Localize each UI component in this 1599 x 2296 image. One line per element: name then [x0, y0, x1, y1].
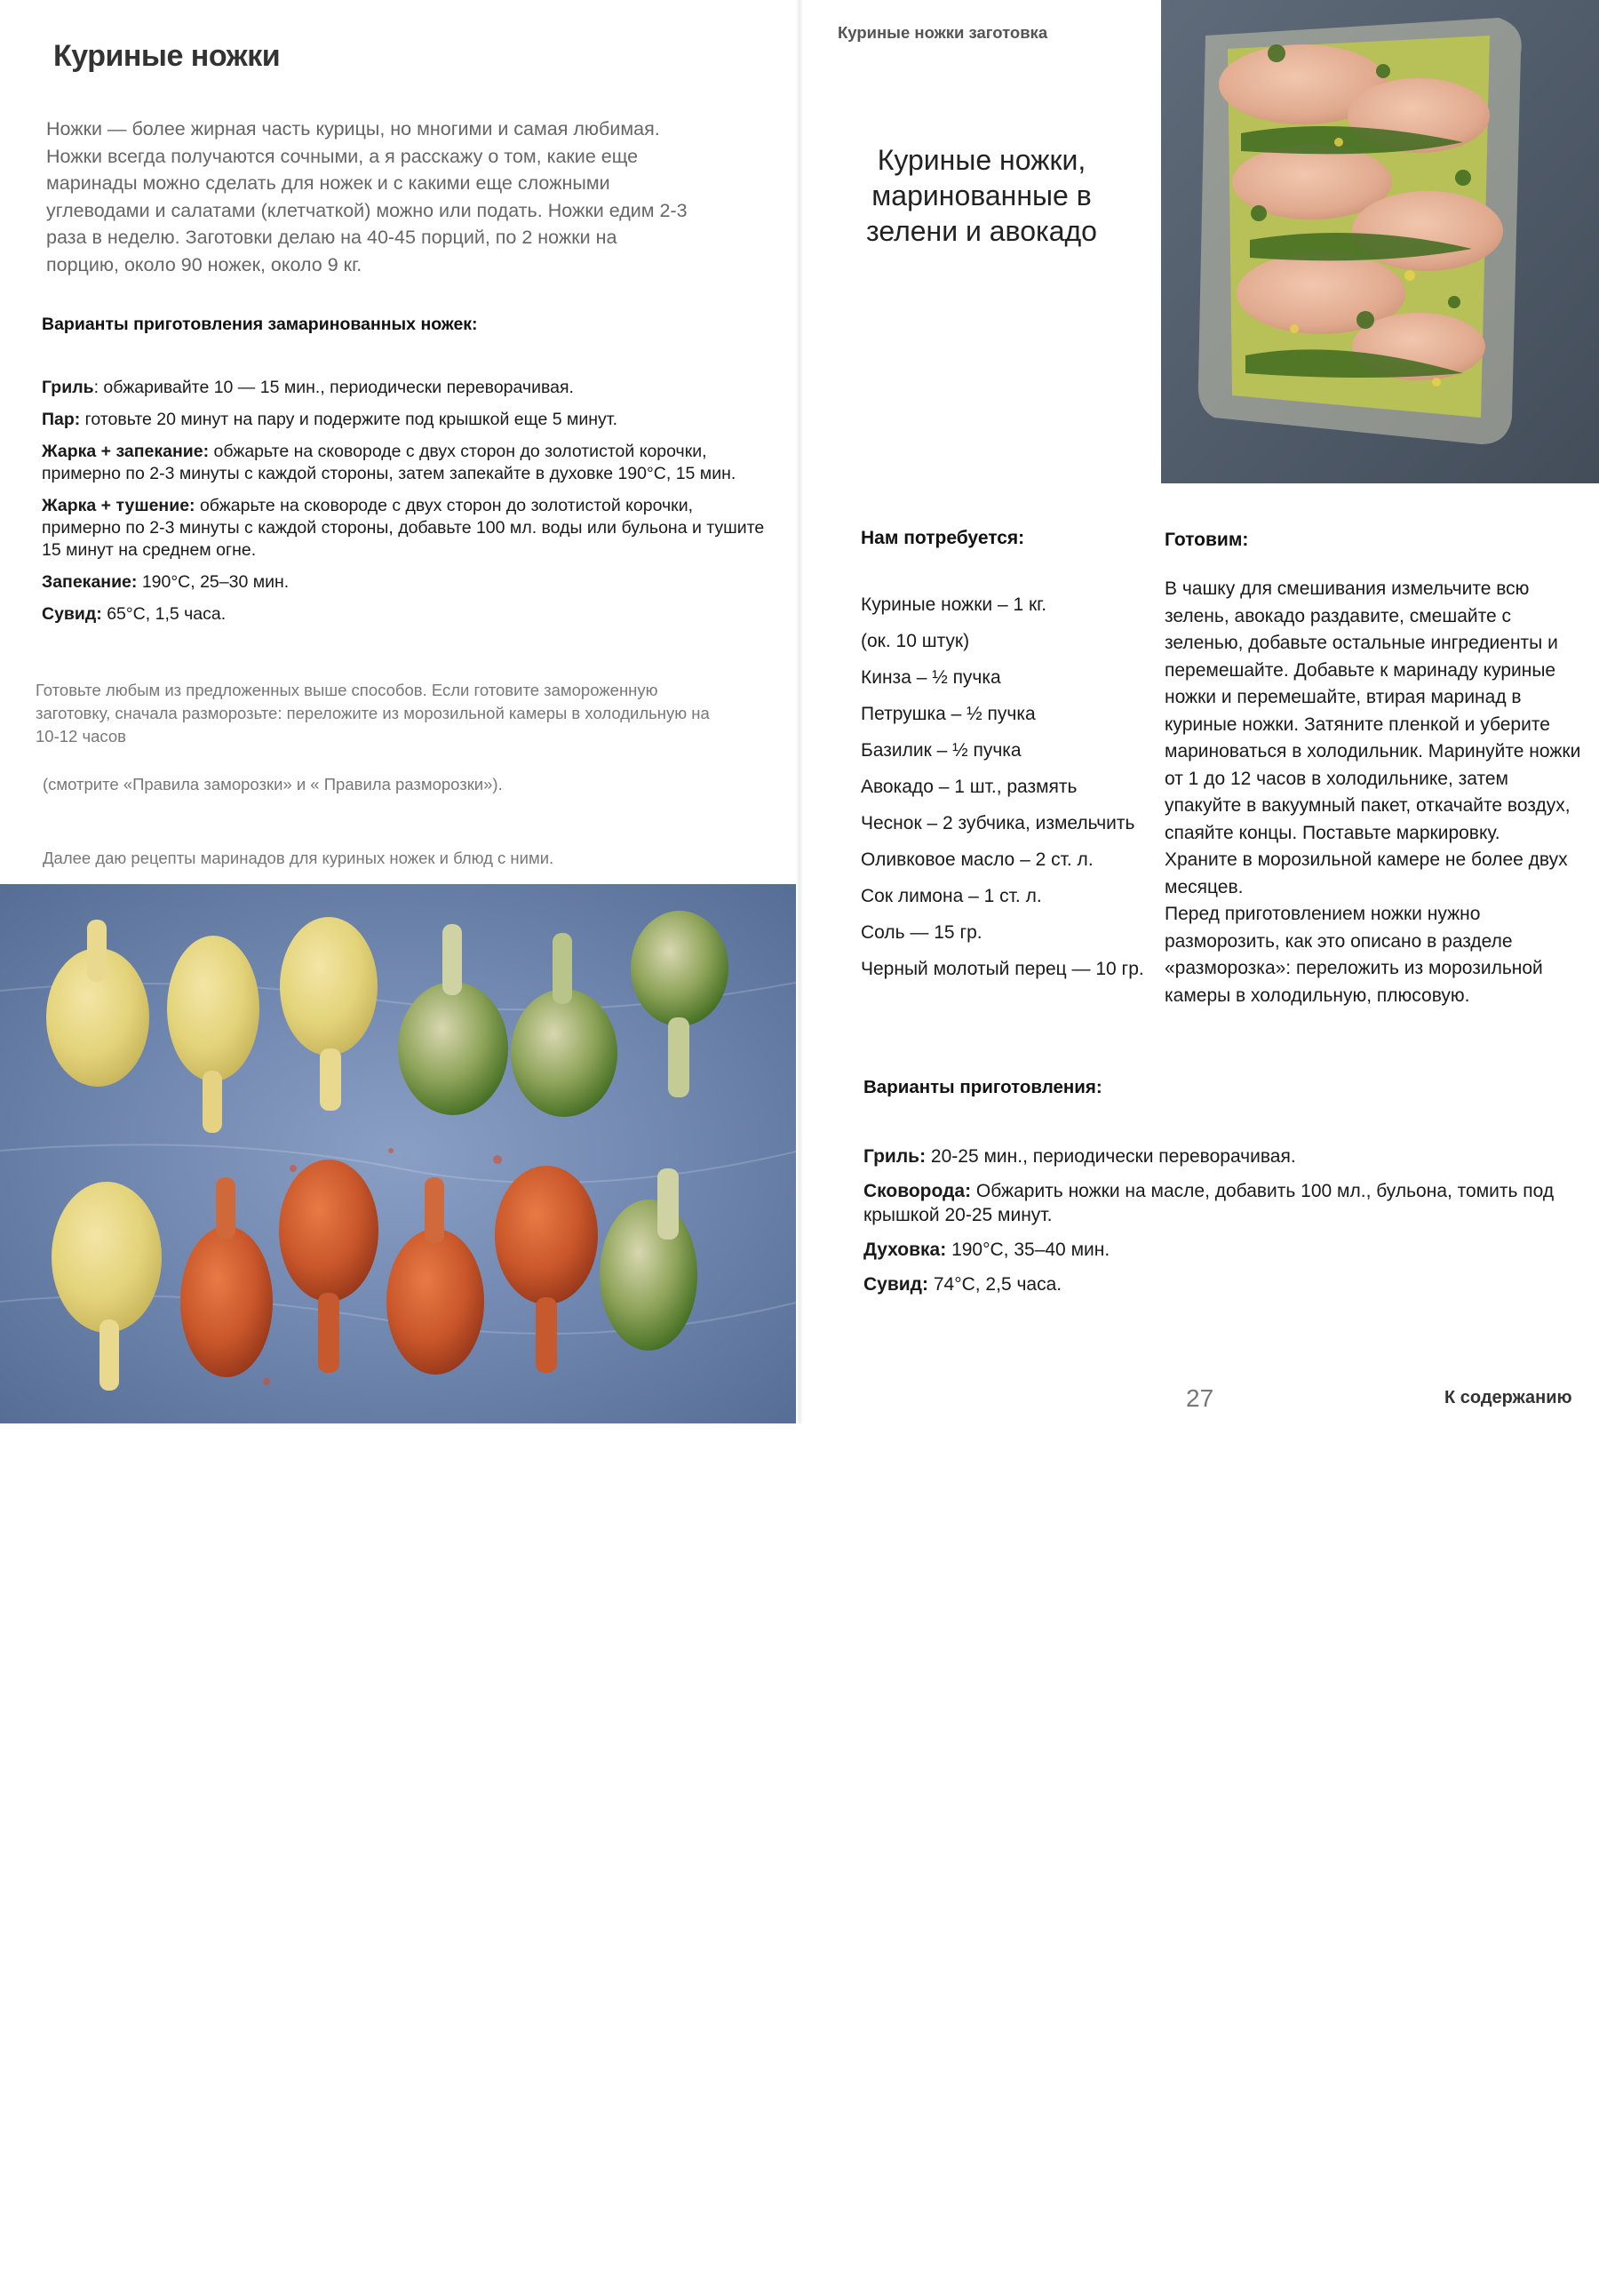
method-text: 190°C, 35–40 мин.	[946, 1240, 1110, 1260]
next-recipes-note: Далее даю рецепты маринадов для куриных ножек и блюд с ними.	[43, 849, 554, 867]
ingredients-heading: Нам потребуется:	[861, 528, 1025, 548]
method-text: обжарьте на сковороде с двух сторон до золотистой корочки, примерно по 2-3 минуты с каждой стороны, добавьте 100 мл. воды или бульона и тушите 15 минут на среднем огне.	[42, 496, 765, 560]
method-text: 65°C, 1,5 часа.	[101, 604, 227, 624]
rules-reference: (смотрите «Правила заморозки» и « Правила разморозки»).	[43, 775, 503, 793]
method-name: Гриль	[42, 378, 94, 397]
variants-heading: Варианты приготовления замаринованных ножек:	[42, 315, 478, 334]
recipe-title: Куриные ножки, маринованные в зелени и авокадо	[866, 144, 1097, 247]
method-text: обжарьте на сковороде с двух сторон до золотистой корочки, примерно по 2-3 минуты с каждой стороны, затем запекайте в духовке 190°C, 15 мин.	[42, 442, 736, 483]
page-number: 27	[1186, 1384, 1214, 1412]
method-name: Гриль:	[863, 1146, 927, 1167]
method-item	[863, 1179, 1574, 1227]
ingredient-item: Сок лимона – 1 ст. л.	[861, 886, 1042, 906]
preparation-paragraph: Перед приготовлением ножки нужно разморозить, как это описано в разделе «разморозка»: переложить из морозильной камеры в холодильную, плюсовую.	[1165, 904, 1543, 1006]
preparation-text	[1165, 576, 1582, 1009]
preparation-heading: Готовим:	[1165, 530, 1249, 550]
method-item	[863, 1238, 1574, 1262]
method-name: Духовка:	[863, 1240, 947, 1260]
method-text: 74°C, 2,5 часа.	[928, 1274, 1062, 1295]
method-name: Жарка + тушение:	[42, 496, 195, 515]
ingredient-item: Черный молотый перец — 10 гр.	[861, 959, 1144, 979]
page-number: 26	[382, 2268, 408, 2295]
ingredient-item: Петрушка – ½ пучка	[861, 704, 1036, 724]
recipe-methods-list	[863, 1144, 1574, 1307]
method-text: 20-25 мин., периодически переворачивая.	[926, 1146, 1296, 1167]
vacuum-bag-photo	[1161, 0, 1599, 483]
preparation-paragraph: Храните в морозильной камере не более двух месяцев.	[1165, 849, 1568, 897]
preparation-paragraph: В чашку для смешивания измельчите всю зелень, авокадо раздавите, смешайте с зеленью, добавьте остальные ингредиенты и перемешайте. Добавьте к маринаду куриные ножки и перемешайте, втирая маринад в куриные ножки. Затяните пленкой и уберите мариноваться в холодильник. Маринуйте ножки от 1 до 12 часов в холодильнике, затем упакуйте в вакуумный пакет, откачайте воздух, спаяйте концы. Поставьте маркировку.	[1165, 578, 1581, 843]
bag-illustration	[1161, 0, 1599, 483]
ingredient-item: (ок. 10 штук)	[861, 631, 970, 651]
table-of-contents-link[interactable]: К содержанию	[1444, 1388, 1572, 1407]
ingredient-item: Базилик – ½ пучка	[861, 740, 1022, 761]
recipe-variants-heading: Варианты приготовления:	[863, 1077, 1102, 1097]
ingredient-item: Куриные ножки – 1 кг.	[861, 594, 1047, 615]
method-item	[863, 1144, 1574, 1168]
ingredients-list	[861, 594, 1154, 994]
page-title: Куриные ножки	[53, 39, 281, 73]
ingredient-item: Оливковое масло – 2 ст. л.	[861, 849, 1094, 870]
ingredient-item: Соль — 15 гр.	[861, 922, 982, 943]
method-name: Запекание:	[42, 572, 138, 592]
method-text: 190°C, 25–30 мин.	[137, 572, 290, 592]
ingredient-item: Чеснок – 2 зубчика, измельчить	[861, 813, 1135, 833]
method-text: Обжарить ножки на масле, добавить 100 мл., бульона, томить под крышкой 20-25 минут.	[863, 1181, 1555, 1225]
method-name: Пар:	[42, 410, 81, 429]
method-name: Сувид:	[863, 1274, 928, 1295]
method-name: Сувид:	[42, 604, 102, 624]
running-header: Куриные ножки заготовка	[838, 23, 1048, 42]
method-text: готовьте 20 минут на пару и подержите под крышкой еще 5 минут.	[80, 410, 617, 429]
method-name: Жарка + запекание:	[42, 442, 210, 461]
method-item	[863, 1272, 1574, 1296]
defrost-note: Готовьте любым из предложенных выше способов. Если готовите замороженную заготовку, сначала разморозьте: переложите из морозильной камеры в холодильную на 10-12 часов	[36, 681, 710, 745]
ingredient-item: Авокадо – 1 шт., размять	[861, 777, 1078, 797]
ingredient-item: Кинза – ½ пучка	[861, 667, 1001, 688]
method-text: : обжаривайте 10 — 15 мин., периодически переворачивая.	[93, 378, 574, 397]
intro-paragraph: Ножки — более жирная часть курицы, но многими и самая любимая. Ножки всегда получаются сочными, а я расскажу о том, какие еще маринады можно сделать для ножек и с какими еще сложными углеводами и салатами (клетчаткой) можно или подать. Ножки едим 2-3 раза в неделю. Заготовки делаю на 40-45 порций, по 2 ножки на порцию, около 90 ножек, около 9 кг.	[46, 118, 688, 275]
method-name: Сковорода:	[863, 1181, 972, 1201]
